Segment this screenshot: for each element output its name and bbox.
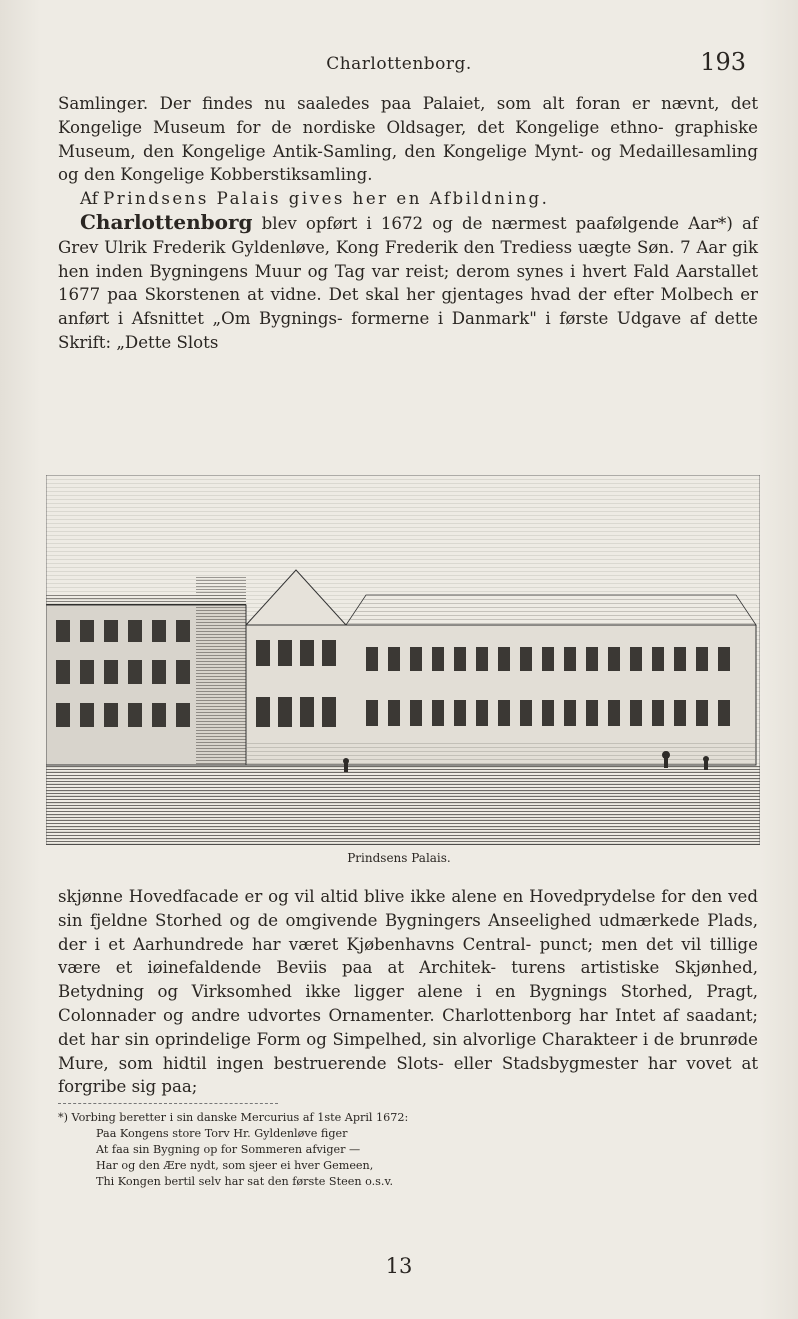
footnote-line: Thi Kongen bertil selv har sat den første Steen o.s.v. <box>96 1175 394 1188</box>
text-line: turens artistiske Skjønhed, Betydning og Virksomhed ikke ligger alene i en <box>58 958 758 1002</box>
footnote-line: Paa Kongens store Torv Hr. Gyldenløve figer <box>96 1127 348 1140</box>
footnote-line: At faa sin Bygning op for Sommeren afviger — <box>96 1143 361 1156</box>
text-line: skjønne Hovedfacade er og vil altid blive ikke alene en Hovedprydelse for <box>58 887 686 906</box>
foreground-ground <box>46 751 760 845</box>
text-line: bestruerende Slots- eller Stadsbygmester har vovet at forgribe sig paa; <box>58 1053 759 1097</box>
text-line: Samlinger. Der findes nu saaledes paa Palaiet, som alt foran er nævnt, <box>58 94 720 113</box>
footnote-line: Har og den Ære nydt, som sjeer ei hver Gemeen, <box>96 1159 374 1172</box>
text-line: formerne i Danmark" i første Udgave af dette Skrift: „Dette Slots <box>58 309 759 352</box>
text-line: her gjentages hvad der efter Molbech er anført i Afsnittet „Om Bygnings- <box>58 285 758 329</box>
text-line: synes i hvert Fald Aarstallet 1677 paa Skorstenen at vidne. Det skal <box>58 261 758 305</box>
footnote-line: *) Vorbing beretter i sin danske Mercurius af 1ste April 1672: <box>58 1111 409 1124</box>
text-line: Bygnings Storhed, Pragt, Colonnader og andre udvortes Ornamenter. <box>58 982 758 1025</box>
body-text-top <box>58 92 758 355</box>
running-header: Charlottenborg. <box>326 54 472 74</box>
text-line: blev opført i 1672 og de nærmest paafølgende Aar*) <box>261 213 733 233</box>
text-line: det Kongelige Museum for de nordiske Oldsager, det Kongelige ethno- <box>58 94 758 137</box>
text-line: den ved sin fjeldne Storhed og de omgivende Bygningers Anseelighed <box>58 887 758 930</box>
afbildning-prefix: Af <box>80 189 98 209</box>
figure-caption: Prindsens Palais. <box>347 851 451 865</box>
text-line: punct; men det vil tillige være et iøinefaldende Beviis paa at Architek- <box>58 934 758 978</box>
section-heading-charlottenborg: Charlottenborg <box>80 209 253 234</box>
text-line: graphiske Museum, den Kongelige Antik-Samling, den Kongelige Mynt- <box>58 117 758 161</box>
text-line: og Medaillesamling og den Kongelige Kobberstiksamling. <box>58 141 758 185</box>
text-line: udmærkede Plads, der i et Aarhundrede har været Kjøbenhavns Central- <box>58 910 758 954</box>
text-line: af Grev Ulrik Frederik Gyldenløve, Kong Frederik den Trediess uægte <box>58 213 759 257</box>
page-number: 193 <box>700 48 746 76</box>
palace-engraving <box>46 475 760 845</box>
text-line: Charlottenborg har Intet af saadant; det har sin oprindelige Form og <box>58 1005 759 1049</box>
printer-signature: 13 <box>385 1254 413 1278</box>
palace-facade <box>246 570 756 765</box>
text-line: Simpelhed, sin alvorlige Charakteer i de brunrøde Mure, som hidtil ingen <box>58 1029 759 1073</box>
text-line: Søn. 7 Aar gik hen inden Bygningens Muur og Tag var reist; derom <box>58 237 758 281</box>
footnote <box>58 1110 698 1190</box>
afbildning-note: Prindsens Palais gives her en Afbildning. <box>103 189 550 209</box>
footnote-divider <box>58 1103 278 1104</box>
left-building <box>46 575 246 765</box>
body-text-bottom <box>58 885 758 1099</box>
